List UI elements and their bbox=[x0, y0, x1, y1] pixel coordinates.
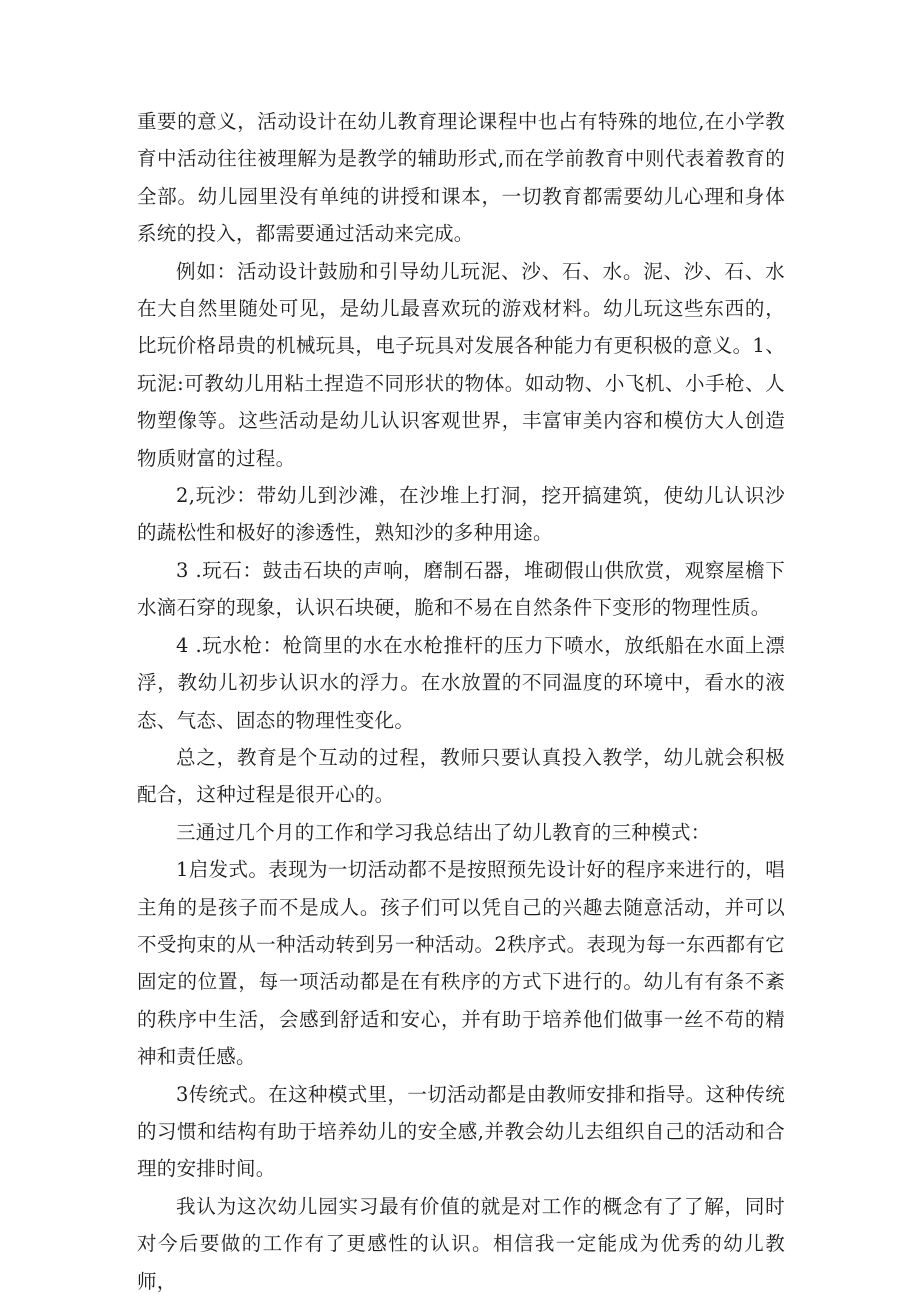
paragraph-play-stone: 3 .玩石：鼓击石块的声响，磨制石器，堆砌假山供欣赏，观察屋檐下水滴石穿的现象，认识石块硬，脆和不易在自然条件下变形的物理性质。 bbox=[137, 558, 785, 620]
paragraph-play-water-gun: 4 .玩水枪：枪筒里的水在水枪推杆的压力下喷水，放纸船在水面上漂浮，教幼儿初步认识水的浮力。在水放置的不同温度的环境中，看水的液态、气态、固态的物理性变化。 bbox=[137, 633, 785, 732]
paragraph-summary: 总之，教育是个互动的过程，教师只要认真投入教学，幼儿就会积极配合，这种过程是很开心的。 bbox=[137, 745, 785, 807]
paragraph-play-sand: 2,玩沙：带幼儿到沙滩，在沙堆上打洞，挖开搞建筑，使幼儿认识沙的蔬松性和极好的渗透性，熟知沙的多种用途。 bbox=[137, 484, 785, 545]
paragraph-modes-heuristic-order: 1启发式。表现为一切活动都不是按照预先设计好的程序来进行的，唱主角的是孩子而不是成人。孩子们可以凭自己的兴趣去随意活动，并可以不受拘束的从一种活动转到另一种活动。2秩序式。表现为每一东西都有它固定的位置，每一项活动都是在有秩序的方式下进行的。幼儿有有条不紊的秩序中生活，会感到舒适和安心，并有助于培养他们做事一丝不苟的精神和责任感。 bbox=[137, 858, 785, 1069]
paragraph-mode-traditional: 3传统式。在这种模式里，一切活动都是由教师安排和指导。这种传统的习惯和结构有助于培养幼儿的安全感,并教会幼儿去组织自己的活动和合理的安排时间。 bbox=[137, 1082, 785, 1181]
paragraph-conclusion: 我认为这次幼儿园实习最有价值的就是对工作的概念有了了解，同时对今后要做的工作有了更感性的认识。相信我一定能成为优秀的幼儿教师， bbox=[137, 1194, 785, 1293]
paragraph-examples-intro: 例如：活动设计鼓励和引导幼儿玩泥、沙、石、水。泥、沙、石、水在大自然里随处可见，是幼儿最喜欢玩的游戏材料。幼儿玩这些东西的，比玩价格昂贵的机械玩具，电子玩具对发展各种能力有更积极的意义。1、玩泥:可教幼儿用粘土捏造不同形状的物体。如动物、小飞机、小手枪、人物塑像等。这些活动是幼儿认识客观世界，丰富审美内容和模仿大人创造物质财富的过程。 bbox=[137, 259, 785, 470]
paragraph-activity-design: 重要的意义，活动设计在幼儿教育理论课程中也占有特殊的地位,在小学教育中活动往往被理解为是教学的辅助形式,而在学前教育中则代表着教育的全部。幼儿园里没有单纯的讲授和课本，一切教育都需要幼儿心理和身体系统的投入，都需要通过活动来完成。 bbox=[137, 110, 785, 246]
document-body bbox=[137, 103, 785, 1300]
paragraph-three-modes-heading: 三通过几个月的工作和学习我总结出了幼儿教育的三种模式： bbox=[176, 820, 711, 844]
